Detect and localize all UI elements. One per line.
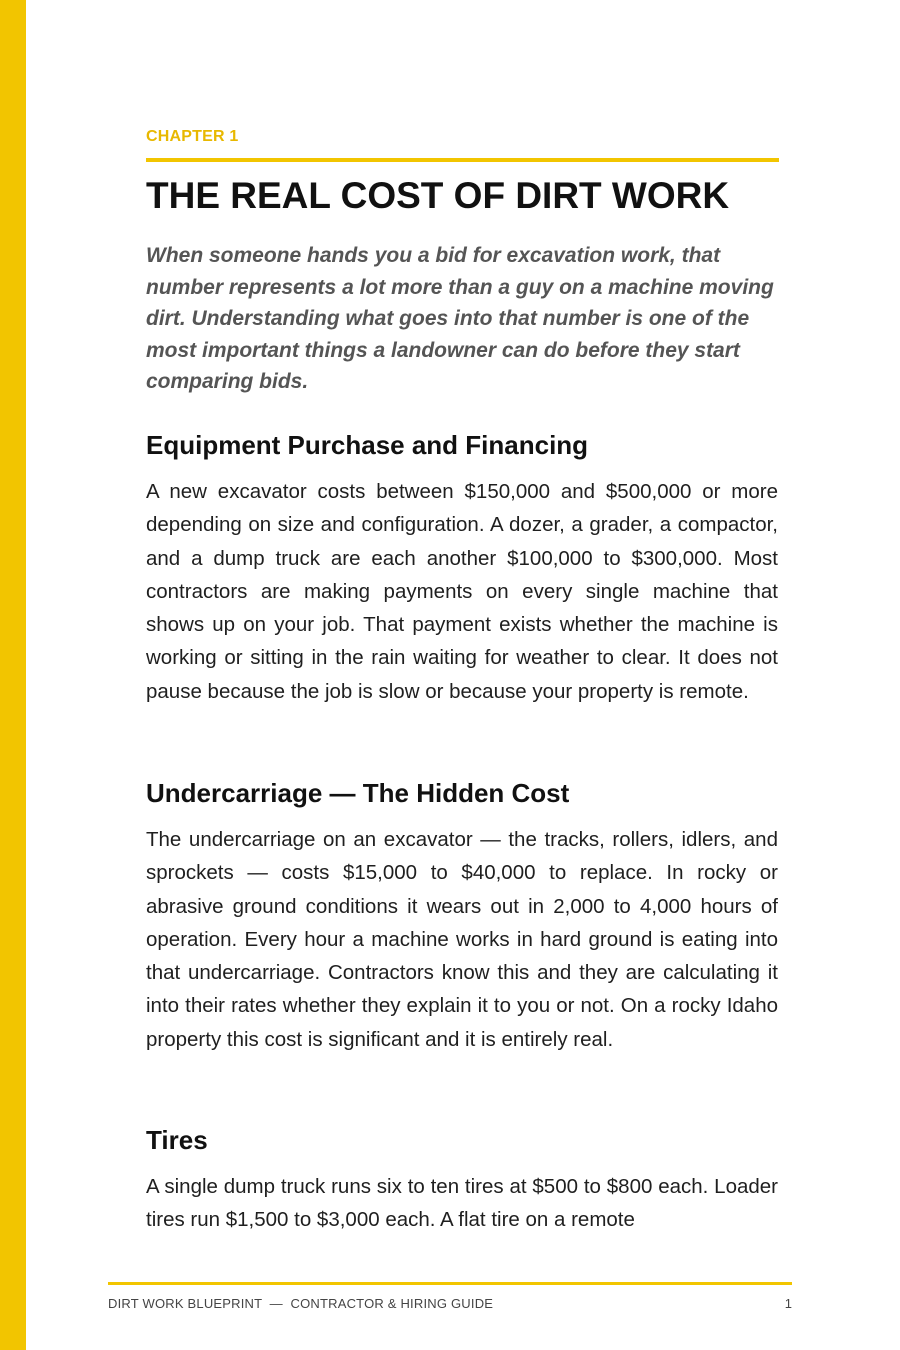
intro-paragraph: When someone hands you a bid for excavation work, that number represents a lot more than a guy on a machine moving dirt. Understanding what goes into that number is one of the most important things a landowner can do before they start comparing bids. bbox=[146, 244, 774, 393]
section-equipment-financing bbox=[146, 429, 778, 708]
side-accent-bar bbox=[0, 0, 26, 1350]
footer-title: DIRT WORK BLUEPRINT — CONTRACTOR & HIRING GUIDE bbox=[108, 1296, 494, 1311]
section-tires bbox=[146, 1124, 778, 1237]
page-title: THE REAL COST OF DIRT WORK bbox=[146, 175, 730, 216]
section-body: The undercarriage on an excavator — the tracks, rollers, idlers, and sprockets — costs $15,000 to $40,000 to replace. In rocky or abrasive ground conditions it wears out in 2,000 to 4,000 hours of operation. Every hour a machine works in hard ground is eating into that undercarriage. Contractors know this and they are calculating it into their rates whether they explain it to you or not. On a rocky Idaho property this cost is significant and it is entirely real. bbox=[146, 828, 778, 1051]
section-body: A single dump truck runs six to ten tires at $500 to $800 each. Loader tires run $1,500 to $3,000 each. A flat tire on a remote bbox=[146, 1175, 778, 1232]
section-heading: Undercarriage — The Hidden Cost bbox=[146, 778, 570, 808]
page-number: 1 bbox=[784, 1296, 792, 1311]
section-heading: Equipment Purchase and Financing bbox=[146, 430, 589, 460]
section-body: A new excavator costs between $150,000 and $500,000 or more depending on size and configuration. A dozer, a grader, a compactor, and a dump truck are each another $100,000 to $300,000. Most contractors are making payments on every single machine that shows up on your job. That payment exists whether the machine is working or sitting in the rain waiting for weather to clear. It does not pause because the job is slow or because your property is remote. bbox=[146, 480, 778, 703]
section-heading: Tires bbox=[146, 1125, 208, 1155]
footer-divider bbox=[108, 1282, 792, 1285]
chapter-divider bbox=[146, 158, 779, 162]
section-undercarriage bbox=[146, 777, 778, 1056]
chapter-label: CHAPTER 1 bbox=[146, 128, 239, 145]
